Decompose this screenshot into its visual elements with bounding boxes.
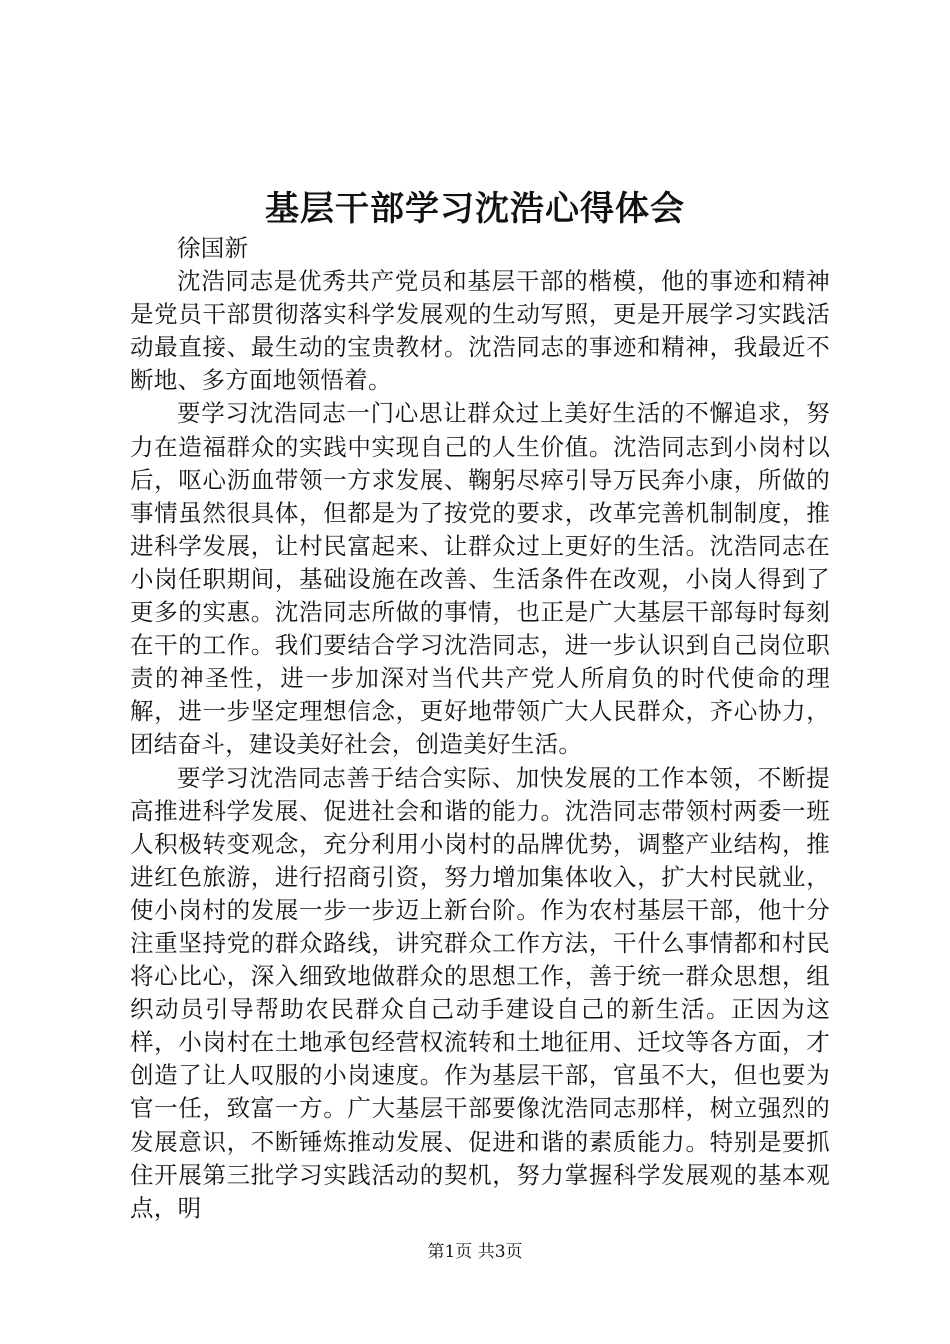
paragraph: 要学习沈浩同志善于结合实际、加快发展的工作本领，不断提高推进科学发展、促进社会和谐的能力。沈浩同志带领村两委一班人积极转变观念，充分利用小岗村的品牌优势，调整产业结构，推进红色旅游，进行招商引资，努力增加集体收入，扩大村民就业，使小岗村的发展一步一步迈上新台阶。作为农村基层干部，他十分注重坚持党的群众路线，讲究群众工作方法，干什么事情都和村民将心比心，深入细致地做群众的思想工作，善于统一群众思想，组织动员引导帮助农民群众自己动手建设自己的新生活。正因为这样，小岗村在土地承包经营权流转和土地征用、迁坟等各方面，才创造了让人叹服的小岗速度。作为基层干部，官虽不大，但也要为官一任，致富一方。广大基层干部要像沈浩同志那样，树立强烈的发展意识，不断锤炼推动发展、促进和谐的素质能力。特别是要抓住开展第三批学习实践活动的契机，努力掌握科学发展观的基本观点，明: [130, 763, 830, 1222]
document-title: 基层干部学习沈浩心得体会: [265, 189, 685, 229]
page-footer: 第1页 共3页: [427, 1242, 523, 1262]
document-body: [130, 232, 830, 1225]
paragraph: 沈浩同志是优秀共产党员和基层干部的楷模，他的事迹和精神是党员干部贯彻落实科学发展观的生动写照，更是开展学习实践活动最直接、最生动的宝贵教材。沈浩同志的事迹和精神，我最近不断地、多方面地领悟着。: [130, 267, 830, 395]
author-line: 徐国新: [177, 234, 249, 262]
paragraph: 要学习沈浩同志一门心思让群众过上美好生活的不懈追求，努力在造福群众的实践中实现自己的人生价值。沈浩同志到小岗村以后，呕心沥血带领一方求发展、鞠躬尽瘁引导万民奔小康，所做的事情虽然很具体，但都是为了按党的要求，改革完善机制制度，推进科学发展，让村民富起来、让群众过上更好的生活。沈浩同志在小岗任职期间，基础设施在改善、生活条件在改观，小岗人得到了更多的实惠。沈浩同志所做的事情，也正是广大基层干部每时每刻在干的工作。我们要结合学习沈浩同志，进一步认识到自己岗位职责的神圣性，进一步加深对当代共产党人所肩负的时代使命的理解，进一步坚定理想信念，更好地带领广大人民群众，齐心协力，团结奋斗，建设美好社会，创造美好生活。: [130, 399, 830, 759]
